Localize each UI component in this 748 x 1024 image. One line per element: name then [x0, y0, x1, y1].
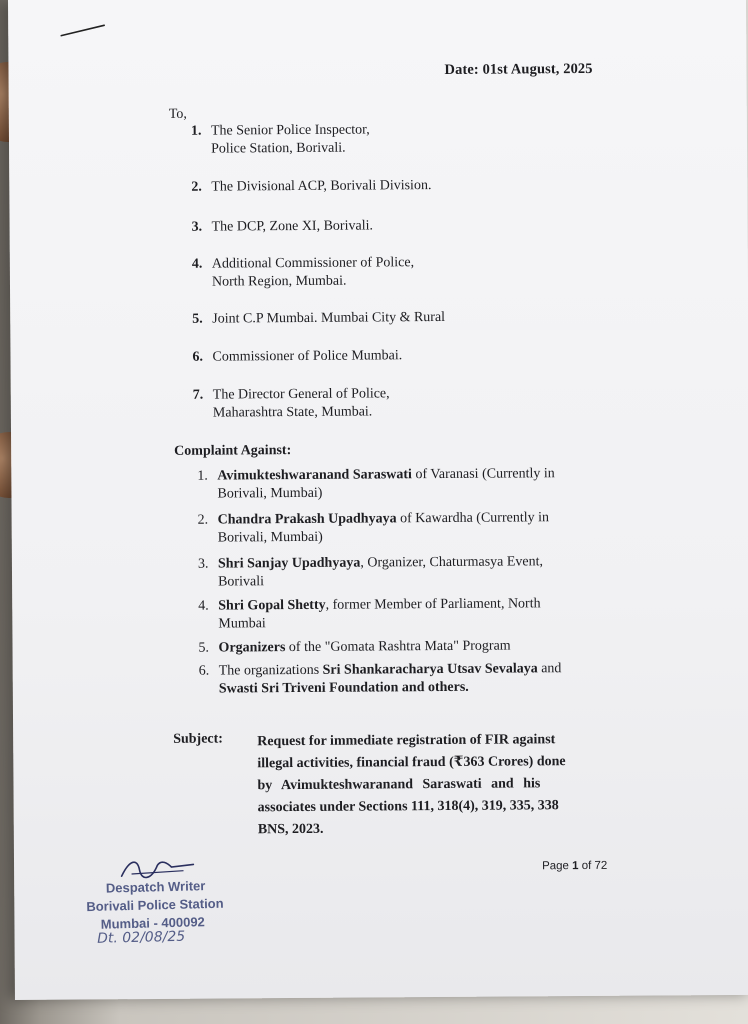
complaint-number: 2.	[197, 512, 209, 528]
recipient-number: 7.	[192, 387, 204, 403]
recipient-line: Additional Commissioner of Police,	[211, 255, 415, 272]
complaint-detail: of the "Gomata Rashtra Mata" Program	[285, 638, 511, 656]
complaint-prefix: The organizations	[218, 662, 323, 679]
complaint-name: Sri Shankaracharya Utsav Sevalaya	[322, 661, 538, 678]
complaint-detail-line2: Mumbai	[218, 616, 266, 632]
complaint-name: Avimukteshwaranand Saraswati	[217, 467, 412, 484]
recipient-line: The Senior Police Inspector,	[210, 122, 370, 139]
recipient-line: The Director General of Police,	[212, 386, 390, 403]
recipient-number: 6.	[192, 349, 204, 365]
complaint-number: 4.	[198, 598, 209, 614]
recipient-number: 3.	[191, 219, 203, 235]
complaint-detail-line2: Borivali, Mumbai)	[217, 529, 323, 546]
letter-page	[8, 0, 748, 1000]
stamp-date: Dt. 02/08/25	[96, 928, 186, 947]
recipient-item	[192, 309, 445, 329]
complaint-detail-line2: Swasti Sri Triveni Foundation and others.	[218, 679, 469, 697]
complaint-name: Organizers	[218, 640, 286, 656]
subject-label: Subject:	[173, 731, 223, 747]
recipient-number: 5.	[192, 311, 203, 327]
recipient-item	[191, 177, 431, 197]
subject-line: BNS, 2023.	[257, 821, 324, 838]
page-prefix: Page	[542, 860, 573, 873]
complaint-detail: and	[537, 661, 562, 677]
stamp-line: Borivali Police Station	[86, 895, 224, 915]
page-number	[542, 860, 607, 872]
complaint-item	[198, 637, 618, 658]
letter-date: Date: 01st August, 2025	[444, 60, 593, 78]
recipient-number: 4.	[191, 256, 203, 272]
page-suffix: of 72	[578, 859, 608, 873]
subject-line: Request for immediate registration of FIR against	[257, 732, 556, 750]
stamp-line: Mumbai - 400092	[100, 914, 205, 932]
recipient-number: 2.	[191, 179, 202, 195]
pen-scratch-mark	[60, 23, 106, 37]
complaint-number: 6.	[198, 663, 210, 679]
recipient-line: Joint C.P Mumbai. Mumbai City & Rural	[212, 309, 446, 327]
complaint-number: 1.	[197, 468, 208, 484]
complaint-heading: Complaint Against:	[174, 443, 292, 459]
complaint-detail: , Organizer, Chaturmasya Event,	[360, 554, 544, 571]
recipient-line: North Region, Mumbai.	[211, 273, 347, 290]
recipient-line: The Divisional ACP, Borivali Division.	[211, 178, 432, 195]
complaint-item	[198, 509, 618, 548]
recipient-item	[192, 347, 402, 366]
recipient-number: 1.	[190, 123, 202, 139]
complaint-detail-line2: Borivali	[218, 574, 265, 590]
complaint-item	[198, 553, 618, 592]
complaint-item	[198, 595, 618, 634]
complaint-detail-line2: Borivali, Mumbai)	[217, 485, 323, 502]
complaint-name: Shri Sanjay Upadhyaya	[217, 555, 361, 572]
recipient-line: Maharashtra State, Mumbai.	[212, 404, 373, 421]
receipt-stamp	[77, 846, 280, 961]
complaint-name: Shri Gopal Shetty	[218, 597, 326, 614]
recipient-item	[192, 254, 414, 292]
complaint-detail: , former Member of Parliament, North	[325, 596, 541, 613]
recipient-item	[191, 121, 370, 158]
complaint-name: Chandra Prakash Upadhyaya	[217, 511, 397, 528]
to-label: To,	[168, 106, 187, 122]
complaint-number: 3.	[197, 556, 209, 572]
complaint-item	[199, 660, 619, 699]
subject-text	[257, 729, 616, 841]
recipient-line: Commissioner of Police Mumbai.	[212, 348, 403, 365]
complaint-number: 5.	[198, 640, 210, 656]
complaint-detail: of Varanasi (Currently in	[411, 466, 555, 483]
stamp-line: Despatch Writer	[105, 878, 206, 896]
recipient-item	[192, 217, 373, 236]
subject-line: associates under Sections 111, 318(4), 319, 335, 338	[257, 798, 559, 816]
complaint-detail: of Kawardha (Currently in	[396, 510, 550, 527]
recipient-line: Police Station, Borivali.	[210, 140, 346, 157]
recipient-item	[193, 385, 390, 422]
recipient-line: The DCP, Zone XI, Borivali.	[211, 218, 374, 235]
complaint-item	[197, 465, 617, 504]
page-current: 1	[572, 860, 579, 873]
subject-line: by Avimukteshwaranand Saraswati and his	[257, 776, 541, 794]
subject-line: illegal activities, financial fraud (₹363 Crores) done	[257, 754, 566, 772]
